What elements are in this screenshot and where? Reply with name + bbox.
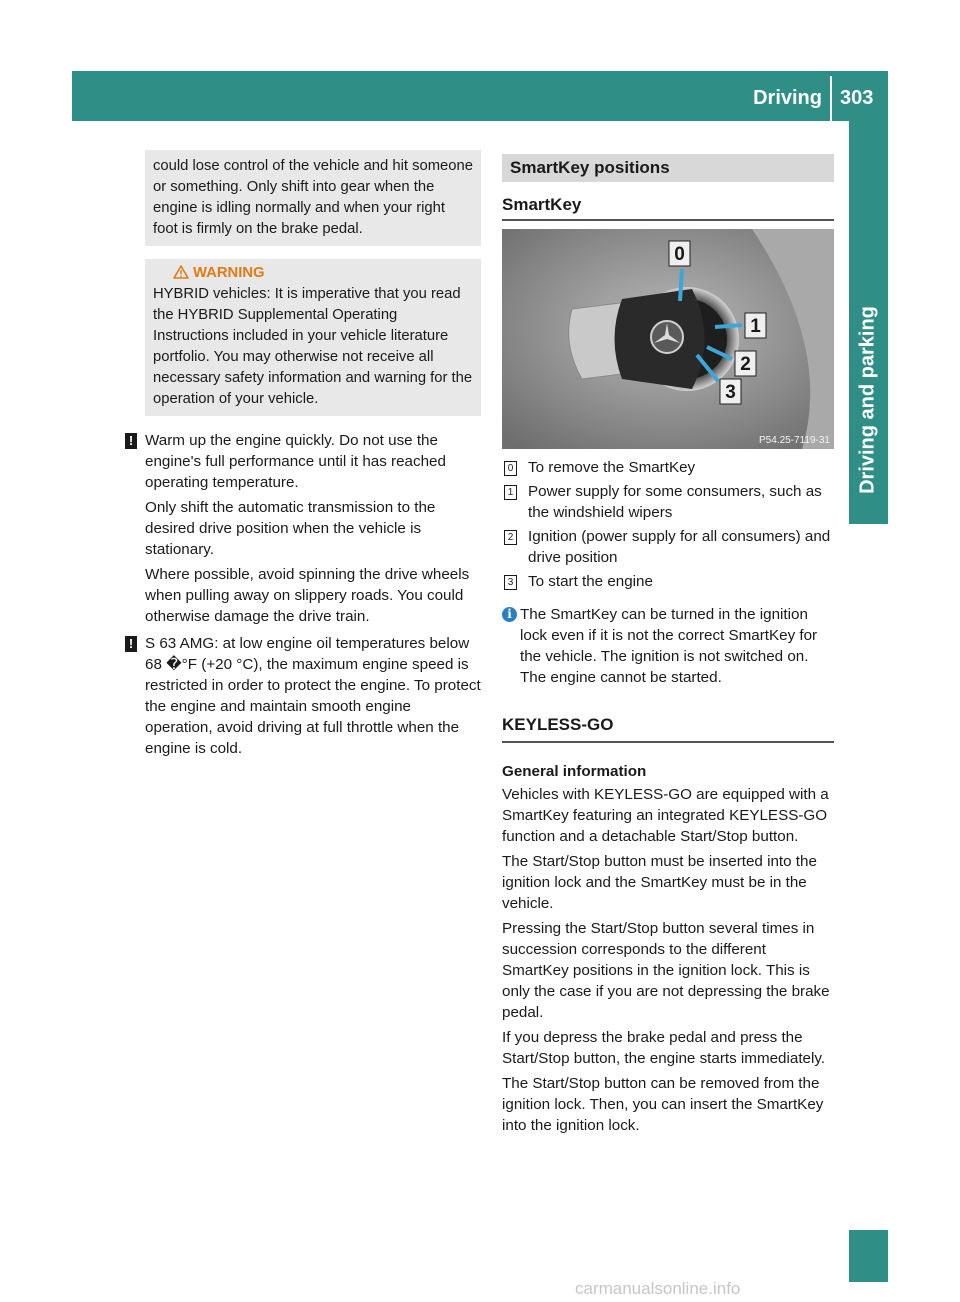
keyless-paragraph: Pressing the Start/Stop button several times in succession corresponds to the different SmartKey positions in the ignition lock. This is only the case if you are not depressing the brake pedal. [502, 920, 830, 1021]
position-number-box: 0 [504, 461, 517, 476]
figure-label-2: 2 [740, 354, 751, 375]
warning-box [145, 259, 481, 416]
warning-text: HYBRID vehicles: It is imperative that you read the HYBRID Supplemental Operating Instructions included in your vehicle literature portfolio. You may otherwise not receive all necessary safety information and warning for the operation of your vehicle. [153, 286, 473, 407]
watermark: carmanualsonline.info [575, 1279, 741, 1298]
list-item [502, 571, 834, 592]
warning-title: WARNING [193, 265, 265, 281]
header-section-title: Driving [753, 87, 822, 109]
note-amg-oil [121, 633, 481, 759]
header-separator [830, 76, 832, 121]
exclamation-icon: ! [125, 433, 137, 449]
continued-warning-box [145, 150, 481, 246]
note-paragraph: Only shift the automatic transmission to the desired drive position when the vehicle is stationary. [145, 499, 436, 558]
position-text: To remove the SmartKey [528, 459, 696, 476]
right-column [502, 154, 834, 1140]
exclamation-icon: ! [125, 636, 137, 652]
list-item [502, 526, 834, 568]
figure-label-3: 3 [725, 382, 736, 403]
keyless-go-heading: KEYLESS-GO [502, 714, 834, 743]
figure-code: P54.25-7119-31 [759, 435, 830, 446]
position-number-box: 1 [504, 485, 517, 500]
keyless-paragraph: If you depress the brake pedal and press the Start/Stop button, the engine starts immediately. [502, 1029, 826, 1067]
continued-warning-text: could lose control of the vehicle and hit someone or something. Only shift into gear when the engine is idling normally and when your right foot is firmly on the brake pedal. [153, 158, 473, 237]
ignition-lock-illustration [502, 229, 834, 449]
side-bar-gap [849, 524, 888, 1234]
note-paragraph: Warm up the engine quickly. Do not use the engine's full performance until it has reached operating temperature. [145, 432, 446, 491]
subsection-heading: SmartKey [502, 194, 834, 221]
figure-label-1: 1 [750, 316, 761, 337]
keyless-paragraph: Vehicles with KEYLESS-GO are equipped with a SmartKey featuring an integrated KEYLESS-GO function and a detachable Start/Stop button. [502, 786, 829, 845]
page-number: 303 [840, 87, 874, 109]
list-item [502, 481, 834, 523]
warning-triangle-icon [173, 265, 189, 279]
info-text: The SmartKey can be turned in the ignition lock even if it is not the correct SmartKey for the vehicle. The ignition is not switched on. The engine cannot be started. [520, 606, 818, 686]
general-information-heading: General information [502, 763, 647, 780]
position-number-box: 3 [504, 575, 517, 590]
keyless-paragraph: The Start/Stop button must be inserted into the ignition lock and the SmartKey must be in the vehicle. [502, 853, 817, 912]
keyless-paragraph: The Start/Stop button can be removed from the ignition lock. Then, you can insert the SmartKey into the ignition lock. [502, 1075, 824, 1134]
list-item [502, 457, 834, 478]
warning-title-row [153, 263, 473, 284]
position-text: Ignition (power supply for all consumers) and drive position [528, 528, 831, 566]
note-engine-warmup [121, 430, 481, 627]
figure-label-0: 0 [674, 244, 685, 265]
note-paragraph: Where possible, avoid spinning the drive wheels when pulling away on slippery roads. You could otherwise damage the drive train. [145, 566, 470, 625]
note-paragraph: S 63 AMG: at low engine oil temperatures below 68 �°F (+20 °C), the maximum engine speed is restricted in order to protect the engine. To protect the engine and maintain smooth engine operation, avoid driving at full throttle when the engine is cold. [145, 635, 481, 757]
info-note [502, 604, 834, 688]
left-column [128, 150, 481, 763]
ignition-lock-figure [502, 229, 834, 449]
position-number-box: 2 [504, 530, 517, 545]
side-tab-lower [849, 1230, 888, 1282]
info-icon: i [502, 607, 517, 622]
side-tab-label: Driving and parking [856, 306, 879, 494]
section-heading: SmartKey positions [502, 154, 834, 182]
position-text: To start the engine [528, 573, 653, 590]
position-text: Power supply for some consumers, such as the windshield wipers [528, 483, 822, 521]
